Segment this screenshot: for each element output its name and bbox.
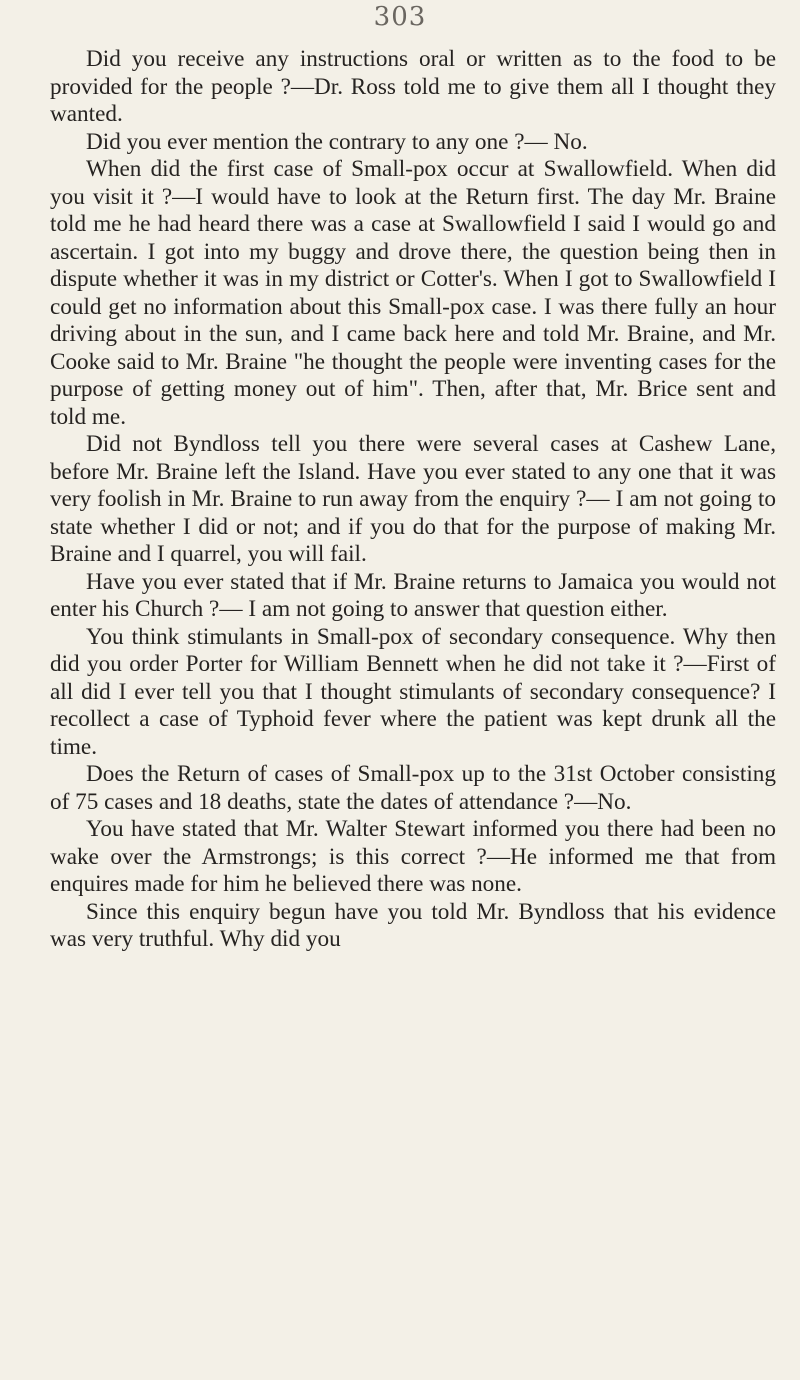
paragraph-byndloss-evidence: Since this enquiry begun have you told Mr. Byndloss that his evidence was very truthful. Why did you [50,898,776,952]
paragraph-return-of-cases: Does the Return of cases of Small-pox up to the 31st October consisting of 75 cases and 18 deaths, state the dates of attendance ?—No. [50,761,776,815]
paragraph-church: Have you ever stated that if Mr. Braine returns to Jamaica you would not enter his Church ?— I am not going to answer that question either. [50,568,776,622]
paragraph-walter-stewart: You have stated that Mr. Walter Stewart informed you there had been no wake over the Armstrongs; is this correct ?—He informed me that from enquires made for him he believed there was none. [50,816,776,897]
body-text [50,46,776,954]
paragraph-food-instructions: Did you receive any instructions oral or written as to the food to be provided for the people ?—Dr. Ross told me to give them all I thought they wanted. [50,46,776,127]
paragraph-cashew-lane: Did not Byndloss tell you there were several cases at Cashew Lane, before Mr. Braine left the Island. Have you ever stated to any one that it was very foolish in Mr. Braine to run away from the enquiry ?— I am not going to state whether I did or not; and if you do that for the purpose of making Mr. Braine and I quarrel, you will fail. [50,431,776,567]
paragraph-swallowfield: When did the first case of Small-pox occur at Swallowfield. When did you visit it ?—I would have to look at the Return first. The day Mr. Braine told me he had heard there was a case at Swallowfield I said I would go and ascertain. I got into my buggy and drove there, the question being then in dispute whether it was in my district or Cotter's. When I got to Swallowfield I could get no information about this Small-pox case. I was there fully an hour driving about in the sun, and I came back here and told Mr. Braine, and Mr. Cooke said to Mr. Braine "he thought the people were inventing cases for the purpose of getting money out of him". Then, after that, Mr. Brice sent and told me. [50,156,776,430]
paragraph-mention-contrary: Did you ever mention the contrary to any one ?— No. [86,128,588,155]
paragraph-stimulants: You think stimulants in Small-pox of secondary consequence. Why then did you order Porter for William Bennett when he did not take it ?—First of all did I ever tell you that I thought stimulants of secondary consequence? I recollect a case of Typhoid fever where the patient was kept drunk all the time. [50,623,776,760]
page-number: 303 [373,2,427,32]
